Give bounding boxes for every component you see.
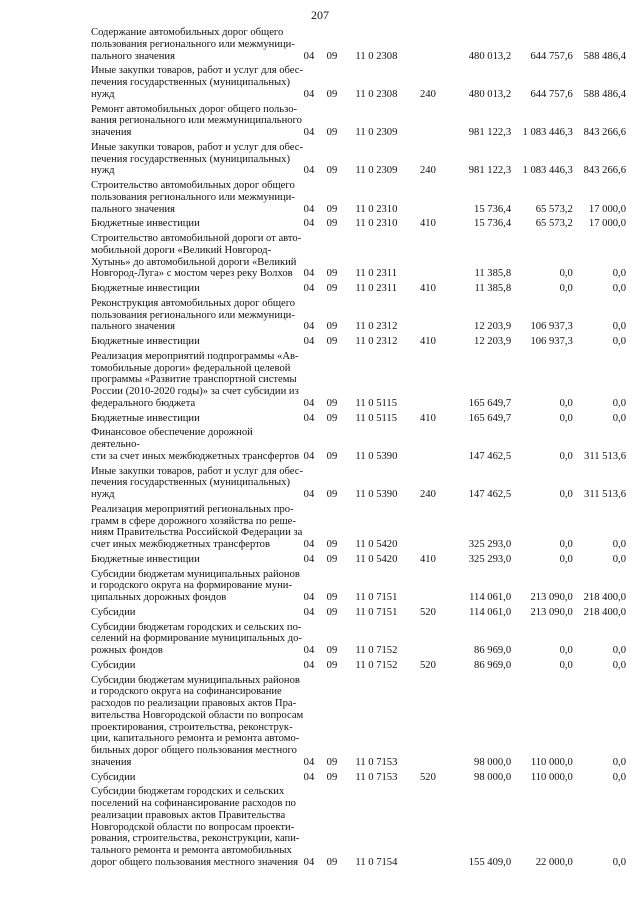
row-name: Бюджетные инвестиции bbox=[91, 336, 200, 347]
row-name: Субсидии bbox=[91, 606, 136, 618]
table-row bbox=[91, 466, 626, 501]
section-code: 04 bbox=[303, 127, 315, 138]
amount-year-3: 0,0 bbox=[612, 321, 626, 333]
amount-year-2: 106 937,3 bbox=[530, 321, 573, 333]
row-name: Бюджетные инвестиции bbox=[91, 283, 200, 294]
amount-year-2: 22 000,0 bbox=[535, 856, 573, 868]
expense-type-code: 520 bbox=[419, 659, 436, 671]
amount-year-1: 480 013,2 bbox=[468, 50, 512, 62]
target-article-code: 11 0 2310 bbox=[355, 203, 398, 215]
expense-type-code: 410 bbox=[419, 283, 436, 294]
row-name: Реализация мероприятий подпрограммы «Ав- томобильные дороги» федеральной целевой программы «Развитие транспортной системы России (2010-2020 годы)» за счет субсидии из федерального бюджета bbox=[91, 350, 299, 409]
amount-year-1: 86 969,0 bbox=[474, 659, 512, 671]
amount-year-3: 0,0 bbox=[612, 283, 626, 294]
section-code: 04 bbox=[303, 450, 315, 462]
expense-type-code: 520 bbox=[419, 606, 436, 618]
section-code: 04 bbox=[303, 592, 315, 603]
amount-year-1: 165 649,7 bbox=[468, 412, 512, 424]
amount-year-3: 17 000,0 bbox=[588, 203, 626, 215]
amount-year-2: 110 000,0 bbox=[530, 756, 573, 768]
amount-year-3: 0,0 bbox=[612, 268, 626, 280]
target-article-code: 11 0 7152 bbox=[355, 659, 398, 671]
section-code: 04 bbox=[303, 645, 315, 656]
table-row bbox=[91, 27, 626, 62]
row-name: Субсидии bbox=[91, 771, 136, 783]
row-name: Субсидии bbox=[91, 659, 136, 671]
table-row bbox=[91, 554, 626, 566]
row-name: Ремонт автомобильных дорог общего пользо- вания регионального или межмуниципального значения bbox=[91, 103, 302, 138]
section-code: 04 bbox=[303, 553, 315, 565]
amount-year-3: 0,0 bbox=[612, 336, 626, 347]
amount-year-2: 0,0 bbox=[559, 553, 573, 565]
subsection-code: 09 bbox=[326, 268, 338, 280]
row-name: Реконструкция автомобильных дорог общего пользования регионального или межмуници- пального значения bbox=[91, 297, 296, 333]
target-article-code: 11 0 7151 bbox=[355, 592, 398, 603]
amount-year-1: 114 061,0 bbox=[469, 592, 512, 603]
amount-year-2: 106 937,3 bbox=[530, 336, 573, 347]
section-code: 04 bbox=[303, 50, 315, 62]
expense-type-code: 410 bbox=[419, 553, 436, 565]
section-code: 04 bbox=[303, 321, 315, 333]
section-code: 04 bbox=[303, 606, 315, 618]
section-code: 04 bbox=[303, 203, 315, 215]
target-article-code: 11 0 5420 bbox=[355, 539, 398, 550]
row-name: Содержание автомобильных дорог общего пользования регионального или межмуници- пального значения bbox=[91, 27, 295, 62]
amount-year-1: 98 000,0 bbox=[474, 756, 512, 768]
subsection-code: 09 bbox=[326, 592, 338, 603]
section-code: 04 bbox=[303, 856, 315, 868]
amount-year-3: 0,0 bbox=[612, 659, 626, 671]
amount-year-3: 311 513,6 bbox=[584, 489, 626, 500]
subsection-code: 09 bbox=[326, 321, 338, 333]
section-code: 04 bbox=[303, 539, 315, 550]
amount-year-1: 147 462,5 bbox=[468, 450, 512, 462]
amount-year-1: 981 122,3 bbox=[468, 127, 512, 138]
subsection-code: 09 bbox=[326, 856, 338, 868]
target-article-code: 11 0 7153 bbox=[355, 771, 398, 783]
section-code: 04 bbox=[303, 165, 315, 177]
amount-year-3: 0,0 bbox=[612, 539, 626, 550]
subsection-code: 09 bbox=[326, 336, 338, 347]
table-row bbox=[91, 180, 626, 215]
amount-year-2: 0,0 bbox=[559, 412, 573, 424]
amount-year-2: 0,0 bbox=[559, 283, 573, 294]
amount-year-3: 588 486,4 bbox=[583, 88, 626, 100]
subsection-code: 09 bbox=[326, 659, 338, 671]
amount-year-3: 843 266,6 bbox=[583, 127, 626, 138]
amount-year-3: 843 266,6 bbox=[583, 165, 626, 177]
row-name: Бюджетные инвестиции bbox=[91, 412, 200, 424]
subsection-code: 09 bbox=[326, 539, 338, 550]
amount-year-2: 110 000,0 bbox=[530, 771, 573, 783]
target-article-code: 11 0 5420 bbox=[355, 553, 398, 565]
section-code: 04 bbox=[303, 268, 315, 280]
target-article-code: 11 0 2311 bbox=[355, 268, 398, 280]
amount-year-2: 65 573,2 bbox=[535, 218, 573, 230]
table-row bbox=[91, 786, 626, 868]
amount-year-1: 325 293,0 bbox=[468, 553, 512, 565]
amount-year-3: 0,0 bbox=[612, 771, 626, 783]
amount-year-3: 218 400,0 bbox=[583, 592, 626, 603]
amount-year-2: 213 090,0 bbox=[530, 606, 573, 618]
amount-year-2: 0,0 bbox=[559, 450, 573, 462]
amount-year-3: 0,0 bbox=[612, 397, 626, 409]
amount-year-2: 0,0 bbox=[559, 489, 573, 500]
expense-type-code: 520 bbox=[419, 771, 436, 783]
expense-type-code: 240 bbox=[419, 88, 436, 100]
section-code: 04 bbox=[303, 88, 315, 100]
row-name: Субсидии бюджетам муниципальных районов и городского округа на формирование муни- ципальных дорожных фондов bbox=[91, 568, 300, 603]
table-row bbox=[91, 504, 626, 551]
amount-year-1: 480 013,2 bbox=[468, 88, 512, 100]
section-code: 04 bbox=[303, 489, 315, 500]
expense-type-code: 240 bbox=[419, 489, 436, 500]
table-row bbox=[91, 772, 626, 784]
subsection-code: 09 bbox=[326, 88, 338, 100]
subsection-code: 09 bbox=[326, 489, 338, 500]
row-name: Субсидии бюджетам муниципальных районов и городского округа на софинансирование расходов по реализации правовых актов Пра- вительства Новгородской области по вопросам проектирования, строительства, реконструк- ции, капитального ремонта и ремонта автомо- бильных дорог общего пользования местного значения bbox=[91, 674, 304, 768]
subsection-code: 09 bbox=[326, 771, 338, 783]
amount-year-3: 0,0 bbox=[612, 756, 626, 768]
table-row bbox=[91, 104, 626, 139]
amount-year-1: 86 969,0 bbox=[474, 645, 512, 656]
amount-year-3: 588 486,4 bbox=[583, 50, 626, 62]
amount-year-1: 155 409,0 bbox=[468, 856, 512, 868]
table-row bbox=[91, 142, 626, 177]
amount-year-2: 0,0 bbox=[559, 659, 573, 671]
row-name: Иные закупки товаров, работ и услуг для обес- печения государственных (муниципальных) нужд bbox=[91, 465, 304, 500]
amount-year-2: 0,0 bbox=[559, 539, 573, 550]
amount-year-3: 311 513,6 bbox=[584, 450, 626, 462]
table-row bbox=[91, 233, 626, 280]
table-row bbox=[91, 569, 626, 604]
target-article-code: 11 0 5390 bbox=[355, 450, 398, 462]
row-name: Реализация мероприятий региональных про- грамм в сфере дорожного хозяйства по реше- ниям Правительства Российской Федерации за счет иных межбюджетных трансфертов bbox=[91, 503, 303, 550]
table-row bbox=[91, 607, 626, 619]
amount-year-3: 0,0 bbox=[612, 412, 626, 424]
budget-table bbox=[91, 27, 626, 872]
row-name: Бюджетные инвестиции bbox=[91, 218, 200, 230]
row-name: Строительство автомобильной дороги от авто- мобильной дороги «Великий Новгород- Хутынь» до автомобильной дороги «Великий Новгород-Луга» с мостом через реку Волхов bbox=[91, 233, 302, 280]
section-code: 04 bbox=[303, 756, 315, 768]
table-row bbox=[91, 336, 626, 348]
subsection-code: 09 bbox=[326, 606, 338, 618]
section-code: 04 bbox=[303, 397, 315, 409]
target-article-code: 11 0 2308 bbox=[355, 50, 398, 62]
amount-year-2: 1 083 446,3 bbox=[522, 127, 573, 138]
amount-year-2: 0,0 bbox=[559, 397, 573, 409]
target-article-code: 11 0 7153 bbox=[355, 756, 398, 768]
subsection-code: 09 bbox=[326, 127, 338, 138]
subsection-code: 09 bbox=[326, 203, 338, 215]
row-name: Субсидии бюджетам городских и сельских поселений на софинансирование расходов по реализации правовых актов Правительства Новгородской области по вопросам проекти- рования, строительства, реконструкции, капи- тального ремонта и ремонта автомобильных дорог общего пользования местного значения bbox=[91, 786, 300, 868]
section-code: 04 bbox=[303, 659, 315, 671]
row-name: Финансовое обеспечение дорожной деятельно- сти за счет иных межбюджетных трансфертов bbox=[91, 427, 300, 462]
amount-year-1: 15 736,4 bbox=[474, 203, 512, 215]
target-article-code: 11 0 2312 bbox=[355, 321, 398, 333]
amount-year-2: 644 757,6 bbox=[530, 88, 573, 100]
amount-year-3: 17 000,0 bbox=[588, 218, 626, 230]
amount-year-1: 11 385,8 bbox=[474, 283, 512, 294]
amount-year-2: 0,0 bbox=[559, 268, 573, 280]
section-code: 04 bbox=[303, 412, 315, 424]
amount-year-1: 12 203,9 bbox=[474, 321, 512, 333]
section-code: 04 bbox=[303, 336, 315, 347]
amount-year-2: 0,0 bbox=[559, 645, 573, 656]
table-row bbox=[91, 427, 626, 462]
table-row bbox=[91, 351, 626, 410]
row-name: Субсидии бюджетам городских и сельских по- селений на формирование муниципальных до- рожных фондов bbox=[91, 621, 302, 656]
amount-year-3: 0,0 bbox=[612, 645, 626, 656]
table-row bbox=[91, 218, 626, 230]
target-article-code: 11 0 2312 bbox=[355, 336, 398, 347]
target-article-code: 11 0 5390 bbox=[355, 489, 398, 500]
amount-year-1: 98 000,0 bbox=[474, 771, 512, 783]
amount-year-3: 0,0 bbox=[612, 553, 626, 565]
target-article-code: 11 0 2310 bbox=[355, 218, 398, 230]
row-name: Иные закупки товаров, работ и услуг для обес- печения государственных (муниципальных) нужд bbox=[91, 65, 304, 100]
subsection-code: 09 bbox=[326, 218, 338, 230]
target-article-code: 11 0 2309 bbox=[355, 165, 398, 177]
amount-year-1: 981 122,3 bbox=[468, 165, 512, 177]
target-article-code: 11 0 7151 bbox=[355, 606, 398, 618]
target-article-code: 11 0 2309 bbox=[355, 127, 398, 138]
table-row bbox=[91, 675, 626, 769]
table-row bbox=[91, 622, 626, 657]
table-row bbox=[91, 65, 626, 100]
subsection-code: 09 bbox=[326, 397, 338, 409]
amount-year-2: 213 090,0 bbox=[530, 592, 573, 603]
subsection-code: 09 bbox=[326, 165, 338, 177]
target-article-code: 11 0 7152 bbox=[355, 645, 398, 656]
section-code: 04 bbox=[303, 218, 315, 230]
target-article-code: 11 0 5115 bbox=[355, 397, 398, 409]
subsection-code: 09 bbox=[326, 553, 338, 565]
target-article-code: 11 0 5115 bbox=[355, 412, 398, 424]
subsection-code: 09 bbox=[326, 412, 338, 424]
amount-year-1: 147 462,5 bbox=[468, 489, 512, 500]
amount-year-1: 12 203,9 bbox=[474, 336, 512, 347]
row-name: Иные закупки товаров, работ и услуг для обес- печения государственных (муниципальных) нужд bbox=[91, 141, 304, 177]
amount-year-3: 0,0 bbox=[612, 856, 626, 868]
amount-year-1: 114 061,0 bbox=[469, 606, 512, 618]
subsection-code: 09 bbox=[326, 283, 338, 294]
expense-type-code: 410 bbox=[419, 336, 436, 347]
amount-year-1: 15 736,4 bbox=[474, 218, 512, 230]
row-name: Бюджетные инвестиции bbox=[91, 553, 200, 565]
amount-year-2: 644 757,6 bbox=[530, 50, 573, 62]
target-article-code: 11 0 2311 bbox=[355, 283, 398, 294]
subsection-code: 09 bbox=[326, 450, 338, 462]
subsection-code: 09 bbox=[326, 756, 338, 768]
table-row bbox=[91, 283, 626, 295]
subsection-code: 09 bbox=[326, 50, 338, 62]
section-code: 04 bbox=[303, 283, 315, 294]
row-name: Строительство автомобильных дорог общего пользования регионального или межмуници- пального значения bbox=[91, 180, 295, 215]
expense-type-code: 240 bbox=[419, 165, 436, 177]
target-article-code: 11 0 2308 bbox=[355, 88, 398, 100]
table-row bbox=[91, 413, 626, 425]
amount-year-2: 65 573,2 bbox=[535, 203, 573, 215]
amount-year-1: 165 649,7 bbox=[468, 397, 512, 409]
amount-year-1: 11 385,8 bbox=[474, 268, 512, 280]
amount-year-2: 1 083 446,3 bbox=[522, 165, 573, 177]
expense-type-code: 410 bbox=[419, 218, 436, 230]
table-row bbox=[91, 660, 626, 672]
table-row bbox=[91, 298, 626, 333]
target-article-code: 11 0 7154 bbox=[355, 856, 398, 868]
amount-year-1: 325 293,0 bbox=[468, 539, 512, 550]
expense-type-code: 410 bbox=[419, 412, 436, 424]
subsection-code: 09 bbox=[326, 645, 338, 656]
amount-year-3: 218 400,0 bbox=[583, 606, 626, 618]
section-code: 04 bbox=[303, 771, 315, 783]
page-number: 207 bbox=[311, 8, 329, 22]
